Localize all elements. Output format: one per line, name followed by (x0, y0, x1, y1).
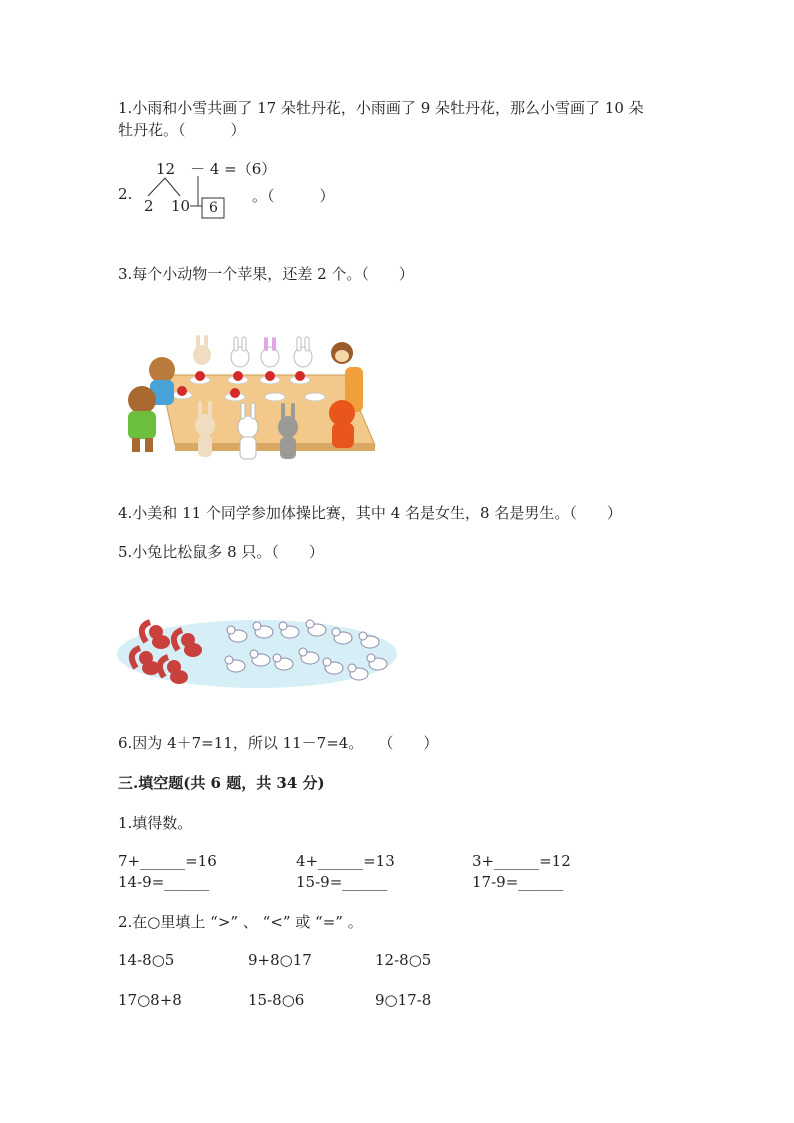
fill-q1-title: 1.填得数。 (118, 814, 193, 832)
fill-item: 17-9=______ (472, 873, 564, 891)
fill-item: 15-9=______ (296, 873, 388, 891)
compare-item: 9○17-8 (375, 991, 432, 1009)
fill-q2-title: 2.在○里填上 “>” 、 “<” 或 “=” 。 (118, 913, 363, 931)
fill-item: 4+______=13 (296, 852, 395, 870)
judge-q2-tail: 。（ ） (252, 187, 335, 205)
split-left-value: 2 (144, 197, 154, 215)
compare-item: 9+8○17 (248, 951, 312, 969)
judge-q1-line2: 牡丹花。（ ） (118, 121, 246, 139)
judge-q6: 6.因为 4＋7=11，所以 11－7=4。 （ ） (118, 734, 439, 752)
judge-q2-number: 2. (118, 185, 133, 203)
judge-q5: 5.小兔比松鼠多 8 只。（ ） (118, 543, 324, 561)
fill-item: 7+______=16 (118, 852, 217, 870)
judge-q2-expression: 12 － 4 =（6） (156, 160, 277, 178)
compare-item: 17○8+8 (118, 991, 182, 1009)
judge-q4: 4.小美和 11 个同学参加体操比赛，其中 4 名是女生，8 名是男生。（ ） (118, 504, 622, 522)
split-box-value: 6 (209, 200, 218, 216)
judge-q1-line1: 1.小雨和小雪共画了 17 朵牡丹花，小雨画了 9 朵牡丹花，那么小雪画了 10 朵 (118, 99, 644, 117)
split-right-value: 10 (171, 197, 191, 215)
compare-item: 15-8○6 (248, 991, 305, 1009)
judge-q3: 3.每个小动物一个苹果，还差 2 个。（ ） (118, 265, 414, 283)
section3-heading: 三.填空题(共 6 题，共 34 分) (118, 774, 325, 792)
animals-table-illustration (120, 335, 390, 465)
fill-item: 14-9=______ (118, 873, 210, 891)
compare-item: 14-8○5 (118, 951, 175, 969)
compare-item: 12-8○5 (375, 951, 432, 969)
fill-item: 3+______=12 (472, 852, 571, 870)
squirrels-rabbits-illustration (116, 612, 398, 692)
